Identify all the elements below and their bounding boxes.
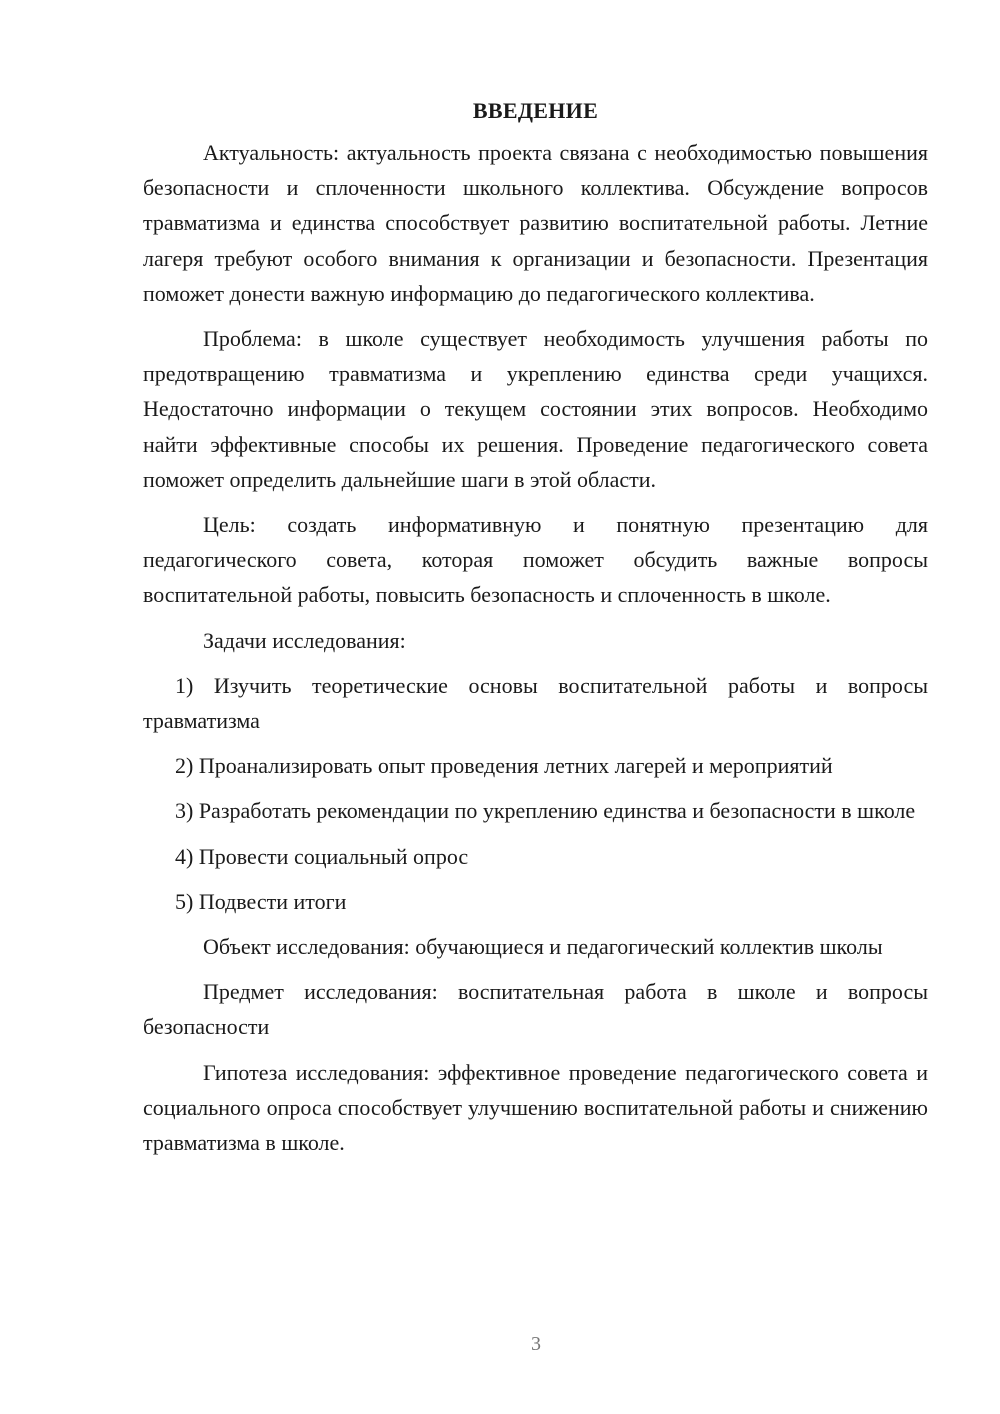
task-item: 3) Разработать рекомендации по укреплению единства и безопасности в школе (175, 798, 916, 824)
page-number: 3 (531, 1333, 541, 1355)
task-item: 5) Подвести итоги (175, 888, 347, 914)
subject-paragraph: Предмет исследования: воспитательная работа в школе и вопросы безопасности (143, 979, 928, 1040)
task-item: 2) Проанализировать опыт проведения летних лагерей и мероприятий (175, 753, 833, 779)
hypothesis-paragraph: Гипотеза исследования: эффективное проведение педагогического совета и социального опроса способствует улучшению воспитательной работы и снижению травматизма в школе. (143, 1059, 928, 1156)
problem-paragraph: Проблема: в школе существует необходимость улучшения работы по предотвращению травматизма и укреплению единства среди учащихся. Недостаточно информации о текущем состоянии этих вопросов. Необходимо найти эффективные способы их решения. Проведение педагогического совета поможет определить дальнейшие шаги в этой области. (143, 326, 928, 492)
tasks-heading: Задачи исследования: (203, 627, 406, 653)
relevance-paragraph: Актуальность: актуальность проекта связана с необходимостью повышения безопасности и сплоченности школьного коллектива. Обсуждение вопросов травматизма и единства способствует развитию воспитательной работы. Летние лагеря требуют особого внимания к организации и безопасности. Презентация поможет донести важную информацию до педагогического коллектива. (143, 140, 928, 306)
page-content (143, 96, 928, 1170)
task-item: 1) Изучить теоретические основы воспитательной работы и вопросы травматизма (143, 672, 928, 734)
task-item: 4) Провести социальный опрос (175, 843, 469, 869)
section-title: ВВЕДЕНИЕ (472, 98, 599, 123)
object-paragraph: Объект исследования: обучающиеся и педагогический коллектив школы (203, 934, 883, 960)
tasks-list (143, 668, 928, 919)
goal-paragraph: Цель: создать информативную и понятную презентацию для педагогического совета, которая поможет обсудить важные вопросы воспитательной работы, повысить безопасность и сплоченность в школе. (143, 512, 928, 608)
